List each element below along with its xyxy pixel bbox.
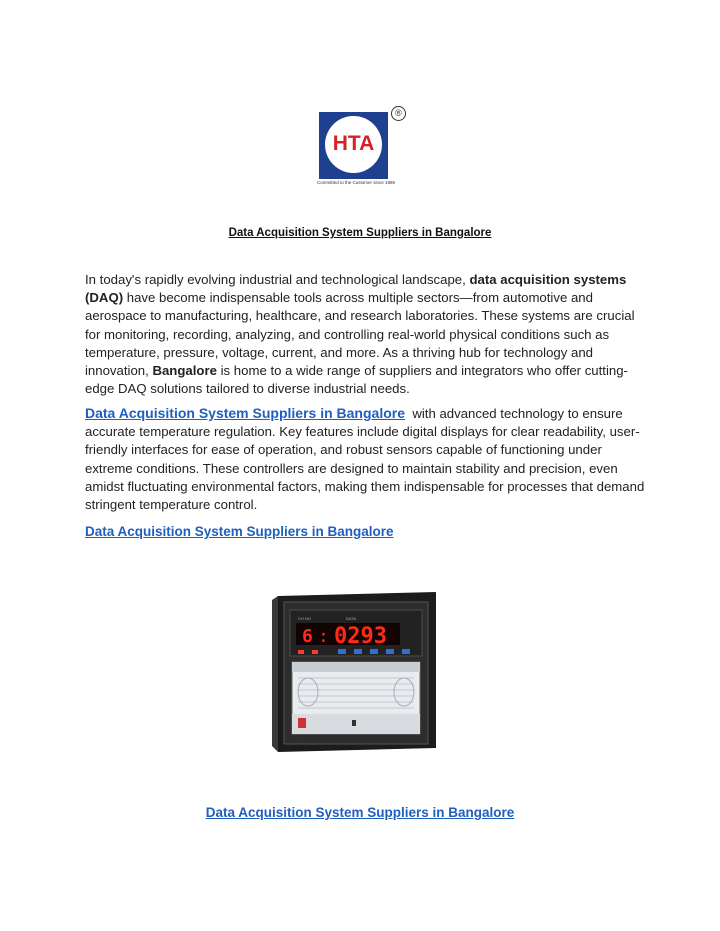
company-logo bbox=[318, 106, 408, 188]
led-value-readout: 0293 bbox=[334, 624, 387, 649]
intro-paragraph bbox=[85, 271, 645, 398]
suppliers-link-footer[interactable]: Data Acquisition System Suppliers in Bangalore bbox=[205, 805, 515, 820]
svg-text:DATA: DATA bbox=[346, 616, 357, 621]
suppliers-inline-link[interactable]: Data Acquisition System Suppliers in Bangalore bbox=[85, 405, 405, 421]
features-text: with advanced technology to ensure accurate temperature regulation. Key features include digital displays for clear readability, user-friendly interfaces for ease of operation, and robust sensors capable of functioning under extreme conditions. These controllers are designed to maintain stability and precision, even amidst fluctuating environmental factors, making them indispensable for processes that demand stringent temperature control. bbox=[85, 406, 648, 513]
features-paragraph bbox=[85, 404, 648, 514]
intro-bold-bangalore: Bangalore bbox=[152, 363, 217, 379]
svg-text:CH NO: CH NO bbox=[298, 616, 311, 621]
intro-text-3: is home to a wide range of suppliers and integrators who offer cutting-edge DAQ solutions tailored to diverse industrial needs. bbox=[85, 363, 628, 397]
document-title: Data Acquisition System Suppliers in Bangalore bbox=[228, 227, 492, 239]
intro-bold-daq: data acquisition systems (DAQ) bbox=[85, 272, 627, 306]
logo-tagline: Committed to the Customer since 1986 bbox=[316, 180, 396, 185]
registered-mark: ® bbox=[391, 106, 406, 121]
svg-text::: : bbox=[318, 626, 329, 647]
intro-text-2: have become indispensable tools across multiple sectors—from automotive and aerospace to manufacturing, healthcare, and research laboratories. These systems are crucial for monitoring, recording, analyzing, and controlling real-world physical conditions such as temperature, pressure, voltage, current, and more. As a thriving hub for technology and innovation, bbox=[85, 290, 635, 379]
svg-text:·: · bbox=[298, 737, 300, 741]
data-recorder-image bbox=[268, 588, 440, 756]
suppliers-link-heading[interactable]: Data Acquisition System Suppliers in Bangalore bbox=[85, 524, 394, 539]
logo-wordmark: HTA bbox=[332, 132, 375, 155]
led-channel-readout: 6 bbox=[302, 626, 313, 647]
intro-text-1: In today's rapidly evolving industrial and technological landscape, bbox=[85, 272, 470, 287]
